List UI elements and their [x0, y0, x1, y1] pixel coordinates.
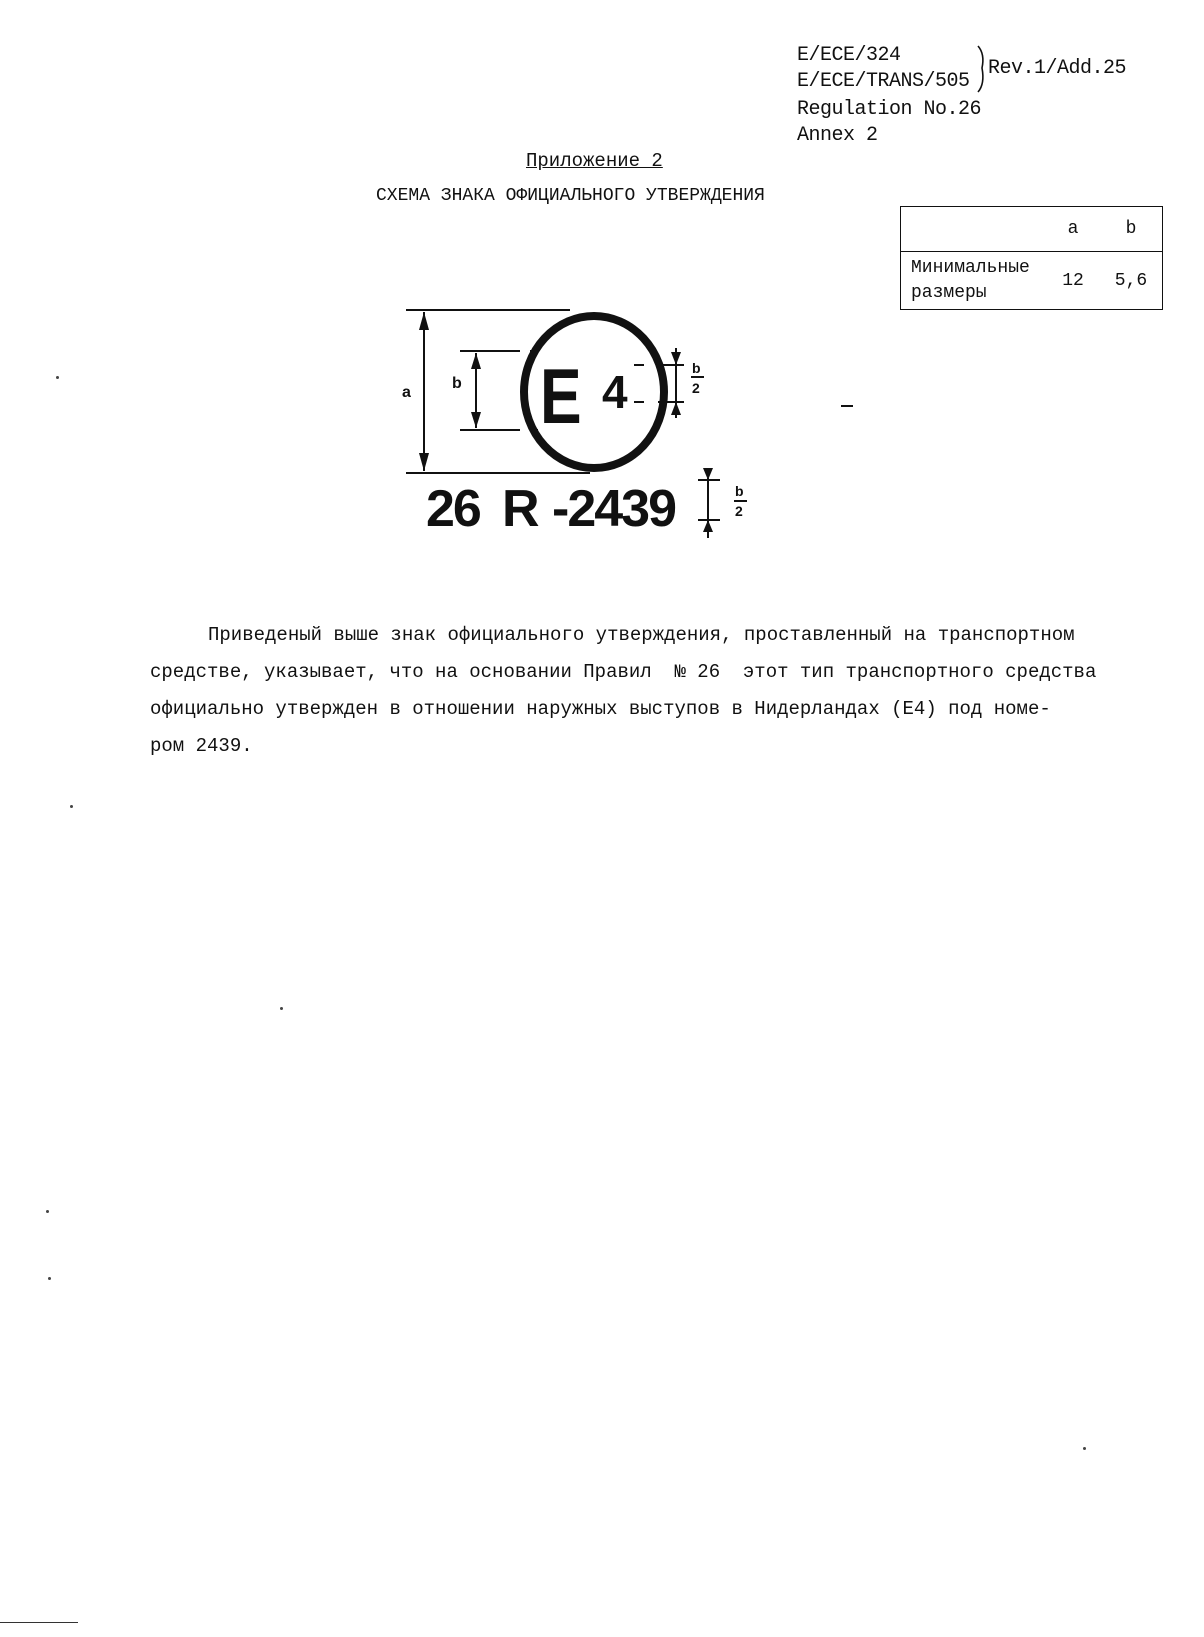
- scan-speck: [48, 1277, 51, 1280]
- half-b-den-lower: 2: [735, 503, 743, 519]
- scan-speck: [70, 805, 73, 808]
- body-line-4: ром 2439.: [150, 735, 253, 757]
- dim-b-label: b: [452, 375, 462, 392]
- value-cell-a: 12: [1046, 252, 1100, 310]
- header-cell-b: b: [1100, 207, 1163, 252]
- revision-label: Rev.1/Add.25: [988, 57, 1127, 80]
- approval-prefix: 26: [426, 480, 480, 538]
- half-b-num-upper: b: [692, 360, 701, 376]
- header-brace: [976, 44, 988, 94]
- scan-speck: [56, 376, 59, 379]
- annex-label: Annex 2: [797, 124, 878, 147]
- approval-letter-r: R: [502, 480, 540, 538]
- half-b-num-lower: b: [735, 483, 744, 499]
- mark-country-number: 4: [602, 366, 628, 418]
- table-corner-cell: [901, 207, 1047, 252]
- mark-letter-e: E: [540, 352, 582, 440]
- half-b-den-upper: 2: [692, 380, 700, 396]
- row-label-line2: размеры: [911, 282, 987, 303]
- approval-number: -2439: [552, 480, 675, 538]
- body-line-2: средстве, указывает, что на основании Правил № 26 этот тип транспортного средства: [150, 661, 1097, 683]
- row-label-cell: [901, 252, 1047, 310]
- scan-speck: [1083, 1447, 1086, 1450]
- doc-symbol-2: E/ECE/TRANS/505: [797, 70, 970, 93]
- dimensions-table: [900, 206, 1163, 310]
- scan-speck: [46, 1210, 49, 1213]
- value-cell-b: 5,6: [1100, 252, 1163, 310]
- header-cell-a: a: [1046, 207, 1100, 252]
- scan-speck: [280, 1007, 283, 1010]
- regulation-label: Regulation No.26: [797, 98, 982, 121]
- annex-title: Приложение 2: [526, 150, 663, 172]
- page-heading: СХЕМА ЗНАКА ОФИЦИАЛЬНОГО УТВЕРЖДЕНИЯ: [376, 186, 765, 206]
- approval-mark-diagram: [380, 290, 820, 550]
- row-label-line1: Минимальные: [911, 257, 1030, 278]
- doc-symbol-1: E/ECE/324: [797, 44, 901, 67]
- dim-a-label: a: [402, 384, 411, 401]
- body-line-3: официально утвержден в отношении наружных выступов в Нидерландах (Е4) под номе-: [150, 698, 1051, 720]
- scan-edge-line: [0, 1622, 78, 1623]
- body-line-1: Приведеный выше знак официального утверждения, проставленный на транспортном: [208, 624, 1075, 646]
- stray-dash: [841, 405, 853, 407]
- body-paragraph: [150, 617, 1110, 765]
